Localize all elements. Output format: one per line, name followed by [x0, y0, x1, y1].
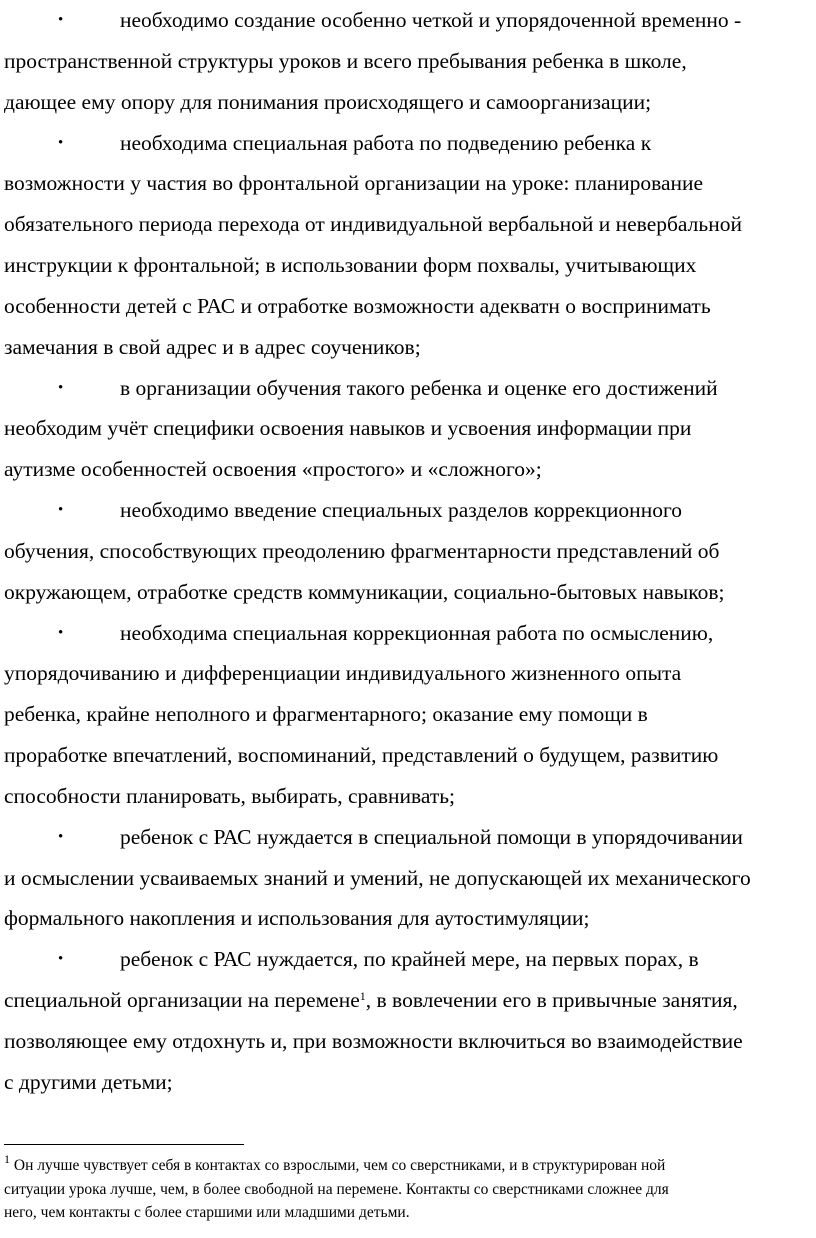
list-item-line: инструкции к фронтальной; в использовании форм похвалы, учитывающих: [4, 253, 697, 277]
list-item-line: замечания в свой адрес и в адрес соучеников;: [4, 335, 421, 359]
list-item-first-line: ребенок с РАС нуждается, по крайней мере, на первых порах, в: [120, 947, 699, 971]
list-item-line: пространственной структуры уроков и всего пребывания ребенка в школе,: [4, 49, 687, 73]
footnote-reference[interactable]: 1: [359, 989, 366, 1003]
bullet-icon: •: [58, 951, 64, 967]
list-item-line: способности планировать, выбирать, сравнивать;: [4, 784, 456, 808]
list-item-line: окружающем, отработке средств коммуникации, социально-бытовых навыков;: [4, 580, 725, 604]
list-item-line: позволяющее ему отдохнуть и, при возможности включиться во взаимодействие: [4, 1029, 743, 1053]
list-item-line: [4, 986, 738, 1014]
footnote-line: ситуации урока лучше, чем, в более свободной на перемене. Контакты со сверстниками сложнее для: [4, 1181, 669, 1198]
bullet-icon: •: [58, 380, 64, 396]
list-item-first-line: необходима специальная работа по подведению ребенка к: [120, 131, 652, 155]
list-item-line: аутизме особенностей освоения «простого» и «сложного»;: [4, 457, 542, 481]
list-item-line: с другими детьми;: [4, 1070, 173, 1094]
footnote-line: него, чем контакты с более старшими или младшими детьми.: [4, 1204, 410, 1221]
line-text-before-footnote: специальной организации на перемене: [4, 988, 360, 1012]
list-item-line: формального накопления и использования для аутостимуляции;: [4, 906, 590, 930]
list-item-line: обязательного периода перехода от индивидуальной вербальной и невербальной: [4, 212, 742, 236]
bullet-icon: •: [58, 829, 64, 845]
bullet-icon: •: [58, 135, 64, 151]
footnote-mark: 1: [4, 1152, 10, 1166]
footnote-text: Он лучше чувствует себя в контактах со взрослыми, чем со сверстниками, и в структурирован ной: [10, 1157, 666, 1174]
list-item-line: обучения, способствующих преодолению фрагментарности представлений об: [4, 539, 720, 563]
bullet-icon: •: [58, 625, 64, 641]
footnote-line: [4, 1152, 666, 1176]
list-item-line: и осмыслении усваиваемых знаний и умений, не допускающей их механического: [4, 866, 751, 890]
list-item-line: особенности детей с РАС и отработке возможности адекватн о воспринимать: [4, 294, 711, 318]
bullet-icon: •: [58, 502, 64, 518]
footnote-separator: [4, 1144, 244, 1145]
list-item-first-line: необходимо создание особенно четкой и упорядоченной временно -: [120, 8, 742, 32]
line-text-after-footnote: , в вовлечении его в привычные занятия,: [365, 988, 738, 1012]
list-item-first-line: в организации обучения такого ребенка и оценке его достижений: [120, 376, 718, 400]
list-item-line: ребенка, крайне неполного и фрагментарного; оказание ему помощи в: [4, 702, 648, 726]
list-item-line: проработке впечатлений, воспоминаний, представлений о будущем, развитию: [4, 743, 719, 767]
list-item-first-line: необходима специальная коррекционная работа по осмыслению,: [120, 621, 714, 645]
list-item-line: дающее ему опору для понимания происходящего и самоорганизации;: [4, 90, 652, 114]
list-item-line: упорядочиванию и дифференциации индивидуального жизненного опыта: [4, 661, 682, 685]
bullet-icon: •: [58, 12, 64, 28]
list-item-line: возможности у частия во фронтальной организации на уроке: планирование: [4, 171, 704, 195]
list-item-line: необходим учёт специфики освоения навыков и усвоения информации при: [4, 416, 692, 440]
list-item-first-line: необходимо введение специальных разделов коррекционного: [120, 498, 682, 522]
list-item-first-line: ребенок с РАС нуждается в специальной помощи в упорядочивании: [120, 825, 743, 849]
